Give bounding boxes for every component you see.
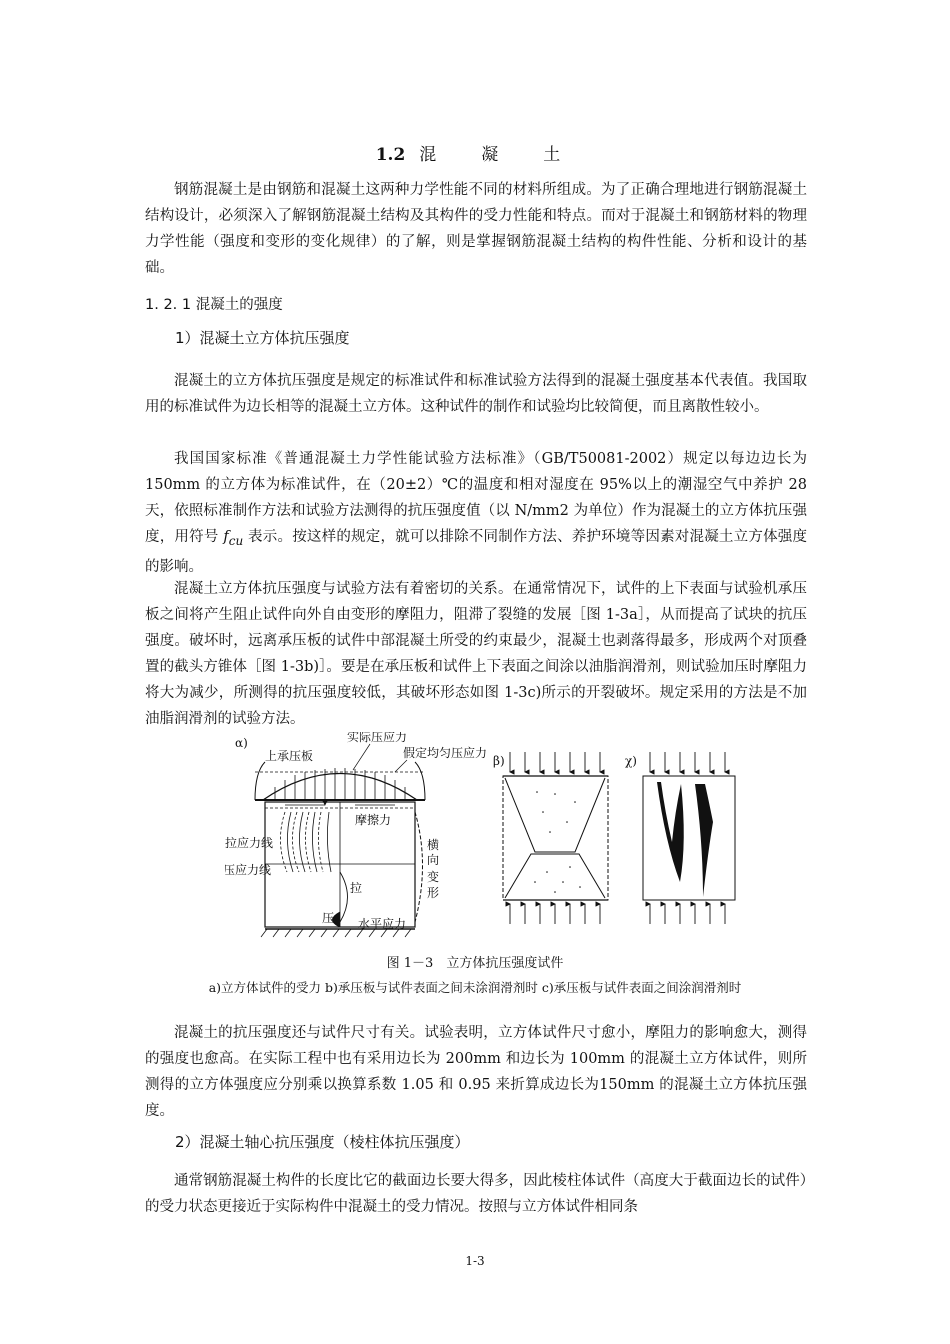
subsubsection-heading-1: 1）混凝土立方体抗压强度 xyxy=(175,329,350,347)
label-actual-stress: 实际压应力 xyxy=(347,732,408,744)
paragraph-2-b: 表示。按这样的规定，就可以排除不同制作方法、养护环境等因素对混凝土立方体强度的影响。 xyxy=(145,529,808,575)
intro-paragraph: 钢筋混凝土是由钢筋和混凝土这两种力学性能不同的材料所组成。为了正确合理地进行钢筋混凝土结构设计，必须深入了解钢筋混凝土结构及其构件的受力性能和特点。而对于混凝土和钢筋材料的物理力学性能（强度和变形的变化规律）的了解，则是掌握钢筋混凝土结构的构件性能、分析和设计的基础。 xyxy=(145,182,807,276)
label-tension-line: 拉应力线 xyxy=(225,836,274,850)
section-name: 混 凝 土 xyxy=(419,145,575,165)
symbol-f: f xyxy=(223,529,229,545)
figure-subcaption: a)立方体试件的受力 b)承压板与试件表面之间未涂润滑剂时 c)承压板与试件表面之间涂润滑剂时 xyxy=(208,980,742,995)
label-lateral-2: 向 xyxy=(427,853,440,867)
paragraph-2-a: 我国国家标准《普通混凝土力学性能试验方法标准》（GB/T50081-2002）规定以每边边长为 150mm 的立方体为标准试件，在（20±2）℃的温度和相对湿度在 95%以上的潮湿空气中养护 28 天，依照标准制作方法和试验方法测得的抗压强度值（以 N/mm2 为单位）作为混凝土的立方体抗压强度，用符号 xyxy=(145,451,807,545)
symbol-subscript: cu xyxy=(228,533,244,548)
label-tension: 拉 xyxy=(350,881,363,895)
page-number: 1-3 xyxy=(465,1254,485,1268)
section-number: 1.2 xyxy=(375,145,406,165)
label-assumed-stress: 假定均匀压应力 xyxy=(403,746,488,760)
subsubsection-heading-2: 2）混凝土轴心抗压强度（棱柱体抗压强度） xyxy=(175,1133,470,1151)
figure-caption: 图 1－3 立方体抗压强度试件 xyxy=(386,956,564,971)
paragraph-3: 混凝土立方体抗压强度与试验方法有着密切的关系。在通常情况下，试件的上下表面与试验机承压板之间将产生阻止试件向外自由变形的摩阻力，阻滞了裂缝的发展［图 1-3a］，从而提高了试块的抗压强度。破坏时，远离承压板的试件中部混凝土所受的约束最少，混凝土也剥落得最多，形成两个对顶叠置的截头方锥体［图 1-3b)］。要是在承压板和试件上下表面之间涂以油脂润滑剂，则试验加压时摩阻力将大为减少，所测得的抗压强度较低，其破坏形态如图 1-3c)所示的开裂破坏。规定采用的方法是不加油脂润滑剂的试验方法。 xyxy=(145,581,807,727)
label-friction: 摩擦力 xyxy=(355,813,392,827)
label-compression-line: 压应力线 xyxy=(225,863,272,877)
label-lateral-3: 变 xyxy=(427,870,440,884)
label-upper-plate: 上承压板 xyxy=(265,749,314,763)
paragraph-5: 通常钢筋混凝土构件的长度比它的截面边长要大得多，因此棱柱体试件（高度大于截面边长的试件）的受力状态更接近于实际构件中混凝土的受力情况。按照与立方体试件相同条 xyxy=(145,1173,807,1215)
paragraph-4: 混凝土的抗压强度还与试件尺寸有关。试验表明，立方体试件尺寸愈小，摩阻力的影响愈大，测得的强度也愈高。在实际工程中也有采用边长为 200mm 和边长为 100mm 的混凝土立方体试件，则所测得的立方体强度应分别乘以换算系数 1.05 和 0.95 来折算成边长为150mm 的混凝土立方体抗压强度。 xyxy=(145,1025,807,1119)
figure-drawing xyxy=(225,732,765,947)
section-title xyxy=(0,140,950,165)
label-b: β) xyxy=(493,754,505,768)
label-horizontal-stress: 水平应力 xyxy=(358,917,407,931)
figure-1-3 xyxy=(225,732,765,947)
label-lateral-1: 横 xyxy=(427,838,440,852)
label-c: χ) xyxy=(625,754,637,768)
subsection-heading: 1. 2. 1 混凝土的强度 xyxy=(145,297,283,313)
label-compression: 压 xyxy=(322,911,335,925)
paragraph-2 xyxy=(145,446,807,580)
label-a: α) xyxy=(235,736,248,750)
paragraph-1: 混凝土的立方体抗压强度是规定的标准试件和标准试验方法得到的混凝土强度基本代表值。我国取用的标准试件为边长相等的混凝土立方体。这种试件的制作和试验均比较简便，而且离散性较小。 xyxy=(145,373,807,415)
label-lateral-4: 形 xyxy=(427,886,440,900)
